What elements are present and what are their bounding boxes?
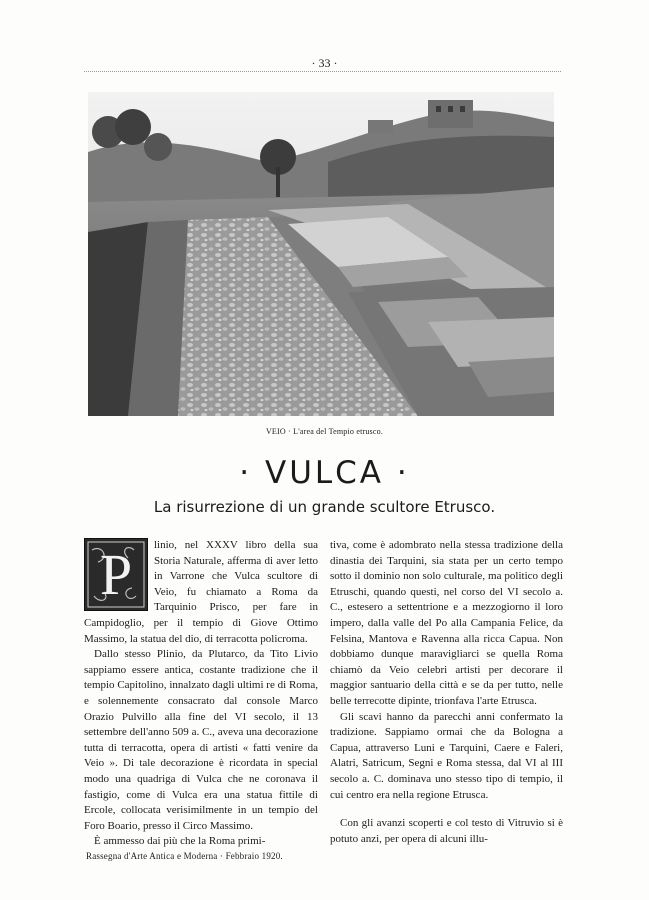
paragraph: linio, nel XXXV libro della sua Storia Naturale, afferma di aver letto in Varrone che Vulca scultore di Veio, fu chiamato a Roma da Tarquinio Prisco, per fare in Campidoglio, per il tempio di Giove Ottimo Massimo, la statua del dio, di terracotta policroma. (84, 539, 318, 645)
header-rule (84, 71, 561, 72)
page-number: · 33 · (311, 56, 338, 70)
paragraph: È ammesso dai più che la Roma primi- (94, 835, 266, 848)
paragraph: Dallo stesso Plinio, da Plutarco, da Tito Livio sappiamo essere antica, costante tradizione che il tempio Capitolino, innalzato dagli ultimi re di Roma, e solennemente consacrato dal console Marco Orazio Pulvillo alla fine del VI secolo, il 13 settembre dell'anno 509 a. C., aveva una decorazione tutta di terracotta, opera di artisti « fatti venire da Veio ». Di tale decorazione è ricordata in special modo una quadriga di Vulca che ne coronava il fastigio, come di Vulca era una statua fittile di Ercole, collocata verisimilmente in un tempio del Foro Boario, presso il Circo Massimo. (84, 648, 318, 832)
dropcap-ornament (84, 538, 148, 611)
photo-caption: VEIO · L'area del Tempio etrusco. (265, 427, 384, 436)
paragraph: Gli scavi hanno da parecchi anni confermato la tradizione. Sappiamo ormai che da Bologna a Capua, attraverso Luni e Tarquini, Caere e Faleri, Alatri, Satricum, Segni e Roma stessa, dal VI al III secolo a. C. dominava uno stesso tipo di tempio, il cui centro era nella regione Etrusca. (330, 710, 563, 801)
dropcap-letter: P (99, 542, 133, 607)
paragraph: Con gli avanzi scoperti e col testo di Vitruvio si è potuto anzi, per opera di alcuni illu- (330, 817, 563, 845)
article-subtitle: La risurrezione di un grande scultore Etrusco. (153, 498, 496, 516)
column-left (84, 538, 318, 850)
photo-veio-temple-area (88, 92, 554, 416)
paragraph: tiva, come è adombrato nella stessa tradizione della dinastia dei Tarquini, sia stata per un certo tempo sotto il dominio non solo culturale, ma politico degli Etruschi, quando questi, nel corso del VI secolo a. C., estesero a settentrione e a mezzogiorno il loro impero, dalla valle del Po alla Campania Felice, da Felsina, Mantova e Ravenna alla ricca Capua. Non dobbiamo dunque maravigliarci se quella Roma chiamò da Veio celebri artisti per decorare il maggior santuario della città e se da per tutto, nelle belle terrecotte dipinte, trionfava l'arte Etrusca. (330, 539, 563, 707)
article-title: · VULCA · (239, 455, 410, 491)
footer-publication: Rassegna d'Arte Antica e Moderna · Febbraio 1920. (86, 851, 283, 861)
column-right (330, 538, 563, 847)
